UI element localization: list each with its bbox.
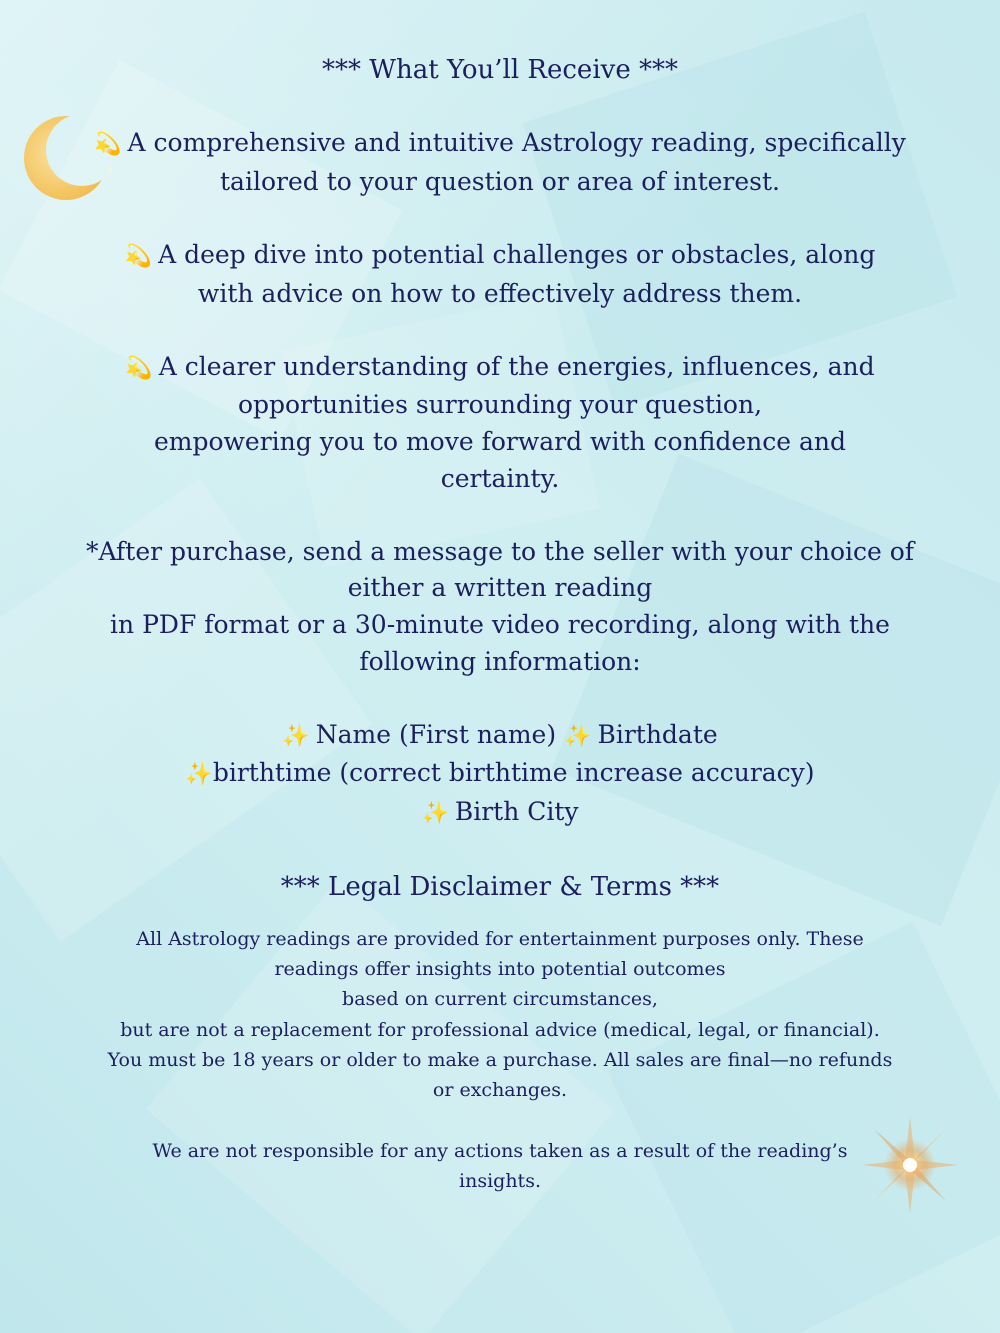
required-info-list xyxy=(60,717,940,833)
info-line-name-birthdate: ✨ Name (First name) ✨ Birthdate xyxy=(60,717,940,756)
receive-item-line: 💫 A deep dive into potential challenges or obstacles, along xyxy=(60,237,940,276)
legal-line: We are not responsible for any actions taken as a result of the reading’s xyxy=(152,1139,848,1162)
receive-item-line: tailored to your question or area of interest. xyxy=(220,166,780,196)
info-line-birthtime: ✨birthtime (correct birthtime increase accuracy) xyxy=(60,755,940,794)
receive-item-line: certainty. xyxy=(440,463,560,493)
legal-line: readings offer insights into potential outcomes xyxy=(274,957,726,980)
sparkles-icon: ✨ xyxy=(421,800,449,826)
receive-item-2 xyxy=(60,237,940,312)
receive-item-line: empowering you to move forward with confidence and xyxy=(153,426,847,456)
sparkles-icon: ✨ xyxy=(282,723,310,749)
legal-line: All Astrology readings are provided for entertainment purposes only. These xyxy=(136,927,864,950)
purchase-instructions xyxy=(60,534,940,680)
legal-line: based on current circumstances, xyxy=(342,988,658,1011)
receive-item-3 xyxy=(60,349,940,497)
shooting-star-icon: 💫 xyxy=(125,355,153,381)
legal-line: insights. xyxy=(459,1170,541,1193)
receive-heading: *** What You’ll Receive *** xyxy=(322,55,678,85)
legal-line: or exchanges. xyxy=(432,1079,568,1102)
receive-item-1 xyxy=(60,125,940,200)
legal-line: You must be 18 years or older to make a purchase. All sales are final—no refunds xyxy=(107,1048,893,1071)
sparkles-icon: ✨ xyxy=(185,762,213,788)
main-content xyxy=(60,52,940,1196)
legal-disclaimer xyxy=(60,924,940,1197)
info-line-birth-city: ✨ Birth City xyxy=(60,794,940,833)
instruction-line: either a written reading xyxy=(347,573,653,603)
instruction-line: following information: xyxy=(359,646,641,676)
shooting-star-icon: 💫 xyxy=(94,132,122,158)
receive-item-line: 💫 A clearer understanding of the energies, influences, and xyxy=(60,349,940,388)
instruction-line: *After purchase, send a message to the seller with your choice of xyxy=(85,536,915,566)
legal-line: but are not a replacement for professional advice (medical, legal, or financial). xyxy=(120,1018,880,1041)
legal-heading: *** Legal Disclaimer & Terms *** xyxy=(280,872,720,903)
receive-item-line: 💫 A comprehensive and intuitive Astrology reading, specifically xyxy=(60,125,940,164)
receive-item-line: opportunities surrounding your question, xyxy=(237,390,763,420)
shooting-star-icon: 💫 xyxy=(124,243,153,269)
receive-item-line: with advice on how to effectively address them. xyxy=(197,278,803,308)
sparkles-icon: ✨ xyxy=(564,723,592,749)
instruction-line: in PDF format or a 30-minute video recording, along with the xyxy=(110,609,890,639)
